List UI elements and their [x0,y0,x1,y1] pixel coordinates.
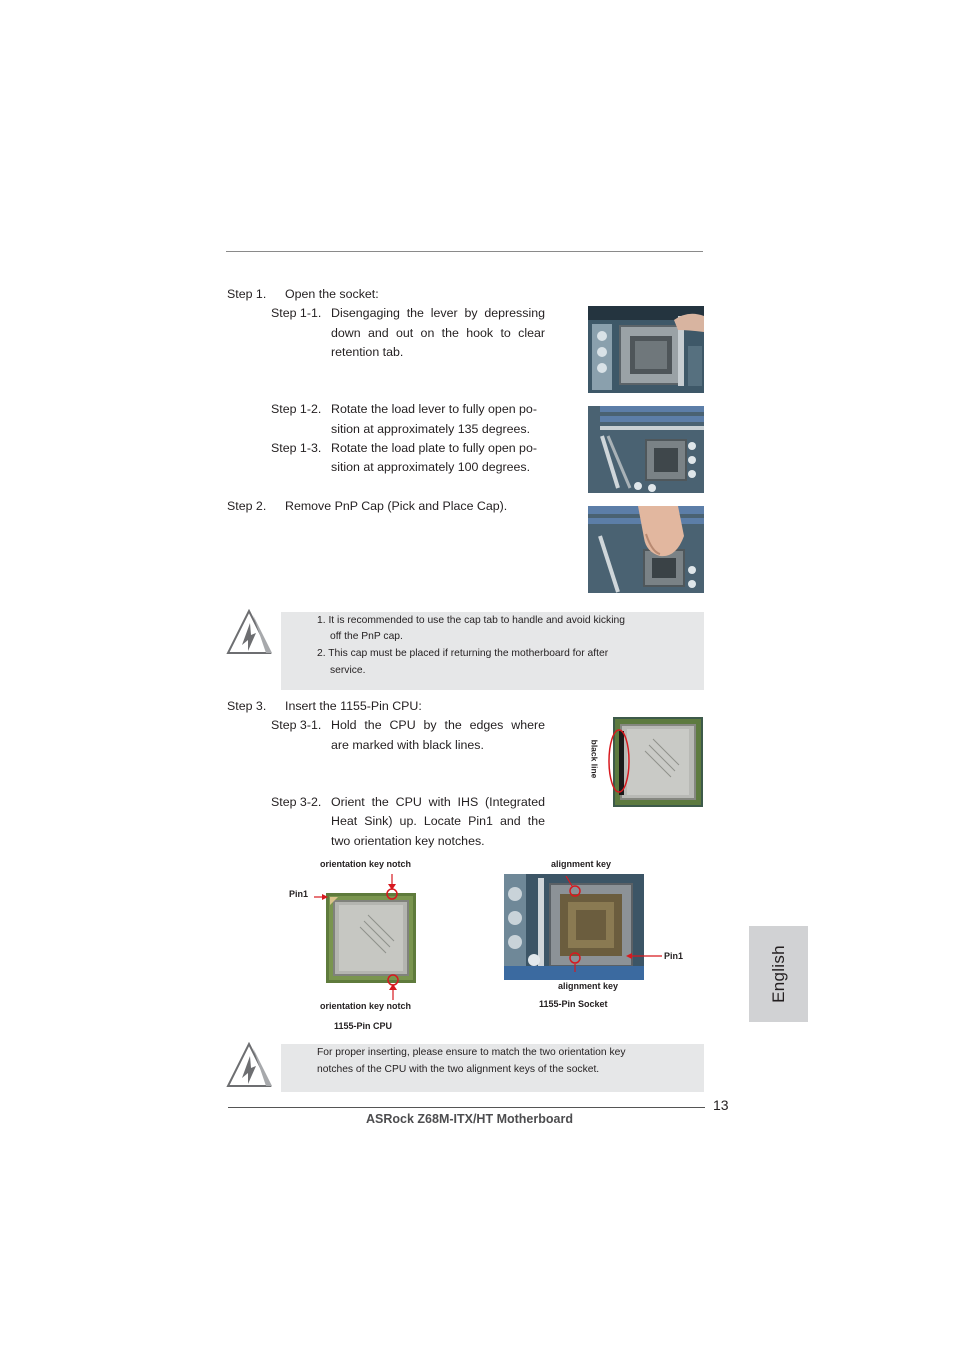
note2-line2: notches of the CPU with the two alignment keys of the socket. [317,1064,600,1075]
black-line-highlight [606,728,632,794]
step2-number: Step 2. [227,499,267,513]
pin1-right-label: Pin1 [664,951,684,961]
top-rule [226,251,703,252]
cpu-caption: 1155-Pin CPU [334,1021,393,1031]
note-box-1 [281,612,704,690]
note1-item1-line2: off the PnP cap. [330,631,403,642]
socket-callouts [560,876,664,972]
step3-number: Step 3. [227,699,267,713]
language-tab [749,926,808,1022]
step3-2-line2: Heat Sink) up. Locate Pin1 and the [331,814,545,828]
step1-3-number: Step 1-3. [271,441,322,455]
cpu-callouts [310,870,410,1000]
step3-1-number: Step 3-1. [271,718,322,732]
step1-1-line2: down and out on the hook to clear [331,325,545,340]
alignment-key-bottom-label: alignment key [558,981,619,991]
step3-1-line1: Hold the CPU by the edges where [331,718,545,732]
step1-number: Step 1. [227,287,267,301]
step1-text: Open the socket: [285,287,379,301]
photo-remove-pnp-cap [588,506,704,593]
black-line-label: black line [589,739,600,779]
step1-3-line1: Rotate the load plate to fully open po- [331,441,537,455]
step3-text: Insert the 1155-Pin CPU: [285,699,422,713]
step2-text: Remove PnP Cap (Pick and Place Cap). [285,499,508,513]
warning-icon [226,609,272,655]
alignment-key-top-label: alignment key [551,859,612,869]
socket-caption: 1155-Pin Socket [539,999,608,1009]
orientation-key-notch-top-label: orientation key notch [320,859,412,869]
language-tab-label: English [768,945,788,1003]
note1-item1-line1: 1. It is recommended to use the cap tab to handle and avoid kicking [317,615,625,626]
footer-product-name: ASRock Z68M-ITX/HT Motherboard [366,1112,573,1126]
photo-load-lever-open [588,406,704,493]
step3-1-line2: are marked with black lines. [331,738,484,752]
warning-icon [226,1042,272,1088]
bottom-rule [228,1107,705,1108]
step1-2-line2: sition at approximately 135 degrees. [331,422,531,436]
note1-item2-line1: 2. This cap must be placed if returning the motherboard for after [317,648,609,659]
step1-1-line3: retention tab. [331,345,404,359]
step1-1-number: Step 1-1. [271,306,322,320]
step1-1-line1: Disengaging the lever by depressing [331,306,545,320]
step1-2-number: Step 1-2. [271,402,322,416]
orientation-key-notch-bottom-label: orientation key notch [320,1001,412,1011]
step3-2-line1: Orient the CPU with IHS (Integrated [331,795,545,809]
note1-item2-line2: service. [330,665,366,676]
step1-3-line2: sition at approximately 100 degrees. [331,460,531,474]
step3-2-line3: two orientation key notches. [331,834,485,848]
page-number: 13 [713,1097,729,1113]
note2-line1: For proper inserting, please ensure to match the two orientation key [317,1047,626,1058]
step3-2-number: Step 3-2. [271,795,322,809]
step1-2-line1: Rotate the load lever to fully open po- [331,402,537,416]
note-box-2 [281,1044,704,1092]
photo-lever-hook [588,306,704,393]
pin1-left-label: Pin1 [289,889,309,899]
